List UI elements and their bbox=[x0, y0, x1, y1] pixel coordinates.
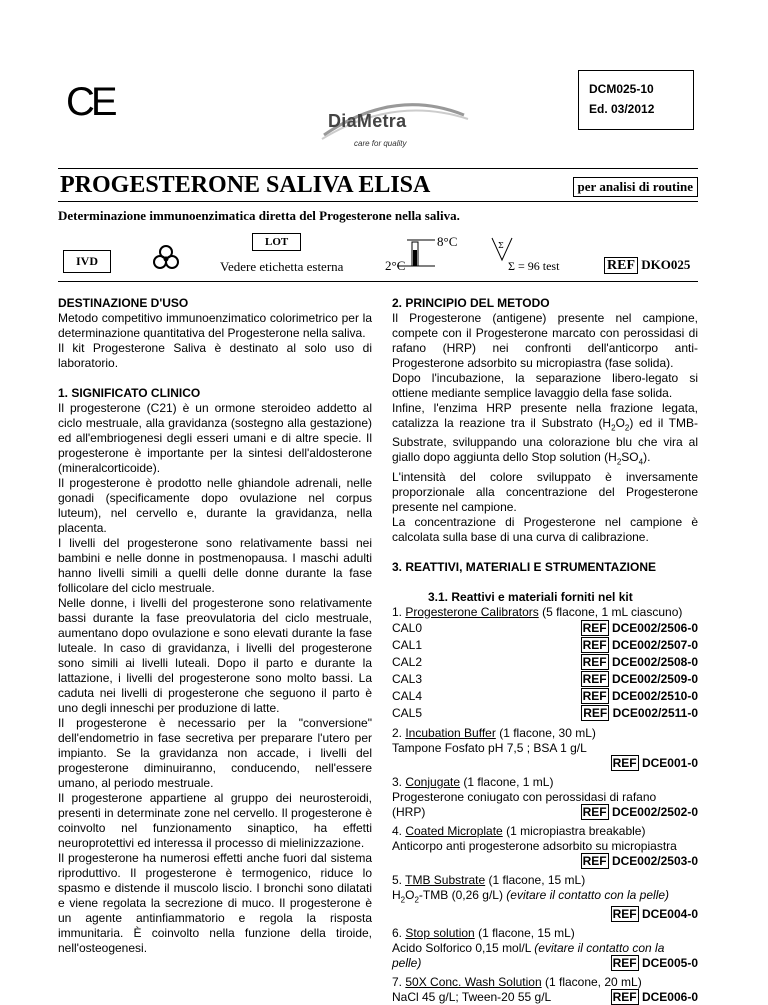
ref-box: REF bbox=[582, 654, 607, 669]
calibrator-name: CAL4 bbox=[392, 688, 423, 703]
reagent-item-substrate: 5. TMB Substrate (1 flacone, 15 mL) bbox=[392, 872, 586, 887]
calibrator-name: CAL3 bbox=[392, 671, 423, 686]
section-clinical-title: 1. SIGNIFICATO CLINICO bbox=[58, 386, 201, 400]
right-column bbox=[392, 296, 698, 1005]
ref-box: REF bbox=[582, 620, 607, 635]
calibrator-row bbox=[392, 705, 698, 722]
document-subtitle: Determinazione immunoenzimatica diretta del Progesterone nella saliva. bbox=[58, 208, 460, 223]
calibrator-code: DCE002/2508-0 bbox=[611, 654, 698, 669]
section-reagents-title: 3. REATTIVI, MATERIALI E STRUMENTAZIONE bbox=[392, 559, 656, 574]
diametra-logo bbox=[314, 95, 474, 157]
item-ref: REF DCE004-0 bbox=[612, 907, 698, 922]
reagent-item-calibrators: 1. Progesterone Calibrators (5 flacone, 1 mL ciascuno) bbox=[392, 604, 683, 619]
logo-text: DiaMetra bbox=[328, 111, 407, 131]
paragraph: Il progesterone appartiene al gruppo dei neurosteroidi, presenti in determinate zone nel cervello. Il progesterone è coinvolto nel funzionamento sinaptico, ha effetti neuroprotettivi ed interessa il processo di mielinizzazione. bbox=[58, 791, 372, 850]
calibrator-row bbox=[392, 671, 698, 688]
calibrator-name: CAL0 bbox=[392, 620, 423, 635]
paragraph: Il progesterone (C21) è un ormone steroideo addetto al ciclo mestruale, alla gravidanza (sostegno alla gestazione) ed all'embriogenesi degli esseri umani e di altre specie. Il progesterone è importante per la sintesi dell'aldosterone (mineralcorticoide). bbox=[58, 401, 372, 475]
item-ref-row: (HRP) REF DCE002/2502-0 bbox=[392, 804, 698, 819]
lot-note: Vedere etichetta esterna bbox=[220, 259, 344, 274]
paragraph: Metodo competitivo immunoenzimatico colorimetrico per la determinazione quantitativa del Progesterone nella saliva. bbox=[58, 311, 372, 340]
lot-symbol: LOT bbox=[252, 233, 301, 251]
ref-code bbox=[604, 257, 690, 274]
svg-text:Σ: Σ bbox=[498, 241, 504, 250]
ref-box: REF bbox=[582, 637, 607, 652]
ref-value: DKO025 bbox=[641, 257, 691, 272]
item-desc: $H_2O_2$-TMB (0,26 g/L) (evitare il contatto con la pelle) bbox=[392, 887, 670, 905]
calibrator-name: CAL1 bbox=[392, 637, 423, 652]
paragraph: Il progesterone è necessario per la "conversione" dell'endometrio in fase secretiva per preparare l'utero per impianto. Se la gravidanza non accade, i livelli del progesterone diminuiranno, conducendo, nell'essere umano, al periodo mestruale. bbox=[58, 716, 372, 790]
calibrator-row bbox=[392, 620, 698, 637]
temp-high: 8°C bbox=[437, 234, 458, 249]
item-ref: REF DCE002/2503-0 bbox=[582, 853, 698, 868]
document-code-box bbox=[578, 70, 694, 130]
calibrator-name: CAL2 bbox=[392, 654, 423, 669]
calibrator-code: DCE002/2506-0 bbox=[611, 620, 698, 635]
reagent-item-wash: 7. 50X Conc. Wash Solution (1 flacone, 20 mL) bbox=[392, 975, 642, 990]
paragraph: I livelli del progesterone sono relativamente bassi nei bambini e nelle donne in postmenopausa. I maschi adulti hanno livelli simili a quelli delle donne durante la fase follicolare del ciclo mestruale. bbox=[58, 536, 372, 595]
test-count: Σ = 96 test bbox=[508, 259, 560, 273]
reagent-item-stop: 6. Stop solution (1 flacone, 15 mL) bbox=[392, 926, 575, 941]
ref-box: REF bbox=[604, 257, 638, 274]
subsection-title: 3.1. Reattivi e materiali forniti nel kit bbox=[428, 589, 633, 604]
header-divider bbox=[58, 281, 698, 282]
ref-box: REF bbox=[582, 688, 607, 703]
temp-low: 2°C bbox=[385, 258, 406, 273]
section-intended-use-title: DESTINAZIONE D'USO bbox=[58, 296, 189, 310]
paragraph: Il Progesterone (antigene) presente nel campione, compete con il Progesterone marcato con perossidasi di rafano (HRP) nei confronti dell'anticorpo anti-Progesterone adsorbito su micropiastra (fase solida). bbox=[392, 311, 698, 370]
paragraph: Dopo l'incubazione, la separazione libero-legato si ottiene mediante semplice lavaggio della fase solida. bbox=[392, 371, 698, 400]
item-ref-row: NaCl 45 g/L; Tween-20 55 g/L REF DCE006-0 bbox=[392, 990, 698, 1005]
calibrator-code: DCE002/2511-0 bbox=[612, 705, 698, 720]
paragraph: L'intensità del colore sviluppato è inversamente proporzionale alla concentrazione del Progesterone presente nel campione. bbox=[392, 469, 698, 514]
reagent-item-buffer: 2. Incubation Buffer (1 flacone, 30 mL) bbox=[392, 725, 596, 740]
paragraph: La concentrazione di Progesterone nel campione è calcolata sulla base di una curva di calibrazione. bbox=[392, 514, 698, 544]
paragraph: Infine, l'enzima HRP presente nella frazione legata, catalizza la reazione tra il Substrato $(H_2O_2)$ ed il TMB-Substrate, sviluppando una colorazione blu che vira al giallo dopo aggiunta dello Stop solution $(H_2SO_4)$. bbox=[392, 401, 698, 467]
routine-badge: per analisi di routine bbox=[573, 177, 698, 197]
item-desc: Progesterone coniugato con perossidasi di rafano bbox=[392, 789, 657, 804]
document-title: PROGESTERONE SALIVA ELISA bbox=[60, 172, 431, 198]
doc-code: DCM025-10 bbox=[589, 82, 654, 96]
ce-mark: CE bbox=[66, 80, 114, 124]
calibrator-row bbox=[392, 688, 698, 705]
calibrator-list bbox=[392, 620, 698, 722]
reagent-item-conjugate: 3. Conjugate (1 flacone, 1 mL) bbox=[392, 774, 554, 789]
ref-box: REF bbox=[583, 705, 608, 720]
paragraph: Nelle donne, i livelli del progesterone sono relativamente bassi durante la fase preovulatoria del ciclo mestruale, aumentano dopo ovulazione e sono elevati durante la fase luteale. In caso di gravidanza, i livelli del progesterone sono simili ai livelli luteali. Dopo il parto e durante la lattazione, i livelli del progesterone sono molto bassi. La caduta nei livelli di progesterone che seguono il parto è uno degli inneschi per produzione di latte. bbox=[58, 596, 372, 715]
paragraph: Il progesterone ha numerosi effetti anche fuori dal sistema riproduttivo. Il progesterone è termogenico, riduce lo spasmo e distende il muscolo liscio. I bronchi sono dilatati e viene regolata la secrezione di muco. Il progesterone è un agente antinfiammatorio e regola la risposta immunitaria. È coinvolto nella funzione della tiroide, nell'osteogenesi. bbox=[58, 851, 372, 955]
reagent-item-microplate: 4. Coated Microplate (1 micropiastra breakable) bbox=[392, 823, 646, 838]
section-principle-title: 2. PRINCIPIO DEL METODO bbox=[392, 296, 550, 310]
item-desc: Anticorpo anti progesterone adsorbito su micropiastra bbox=[392, 838, 677, 853]
calibrator-row bbox=[392, 654, 698, 671]
item-desc: Acido Solforico 0,15 mol/L (evitare il contatto con la bbox=[392, 941, 665, 956]
calibrator-code: DCE002/2510-0 bbox=[611, 688, 698, 703]
calibrator-name: CAL5 bbox=[392, 705, 423, 720]
paragraph: Il progesterone è prodotto nelle ghiandole adrenali, nelle gonadi (specificamente dopo ovulazione nel corpus luteum), nel cervello e, durante la gravidanza, nella placenta. bbox=[58, 476, 372, 535]
ivd-symbol: IVD bbox=[63, 250, 111, 273]
title-bar bbox=[58, 168, 698, 202]
item-ref: REF DCE001-0 bbox=[612, 755, 698, 770]
calibrator-code: DCE002/2509-0 bbox=[611, 671, 698, 686]
logo-tagline: care for quality bbox=[354, 139, 407, 148]
edition: Ed. 03/2012 bbox=[589, 102, 655, 116]
ref-box: REF bbox=[582, 671, 607, 686]
calibrator-row bbox=[392, 637, 698, 654]
item-ref-row: pelle) REF DCE005-0 bbox=[392, 956, 698, 971]
item-desc: Tampone Fosfato pH 7,5 ; BSA 1 g/L bbox=[392, 740, 587, 755]
biohazard-icon bbox=[152, 244, 180, 272]
calibrator-code: DCE002/2507-0 bbox=[611, 637, 698, 652]
paragraph: Il kit Progesterone Saliva è destinato al solo uso di laboratorio. bbox=[58, 341, 372, 370]
left-column bbox=[58, 296, 372, 956]
